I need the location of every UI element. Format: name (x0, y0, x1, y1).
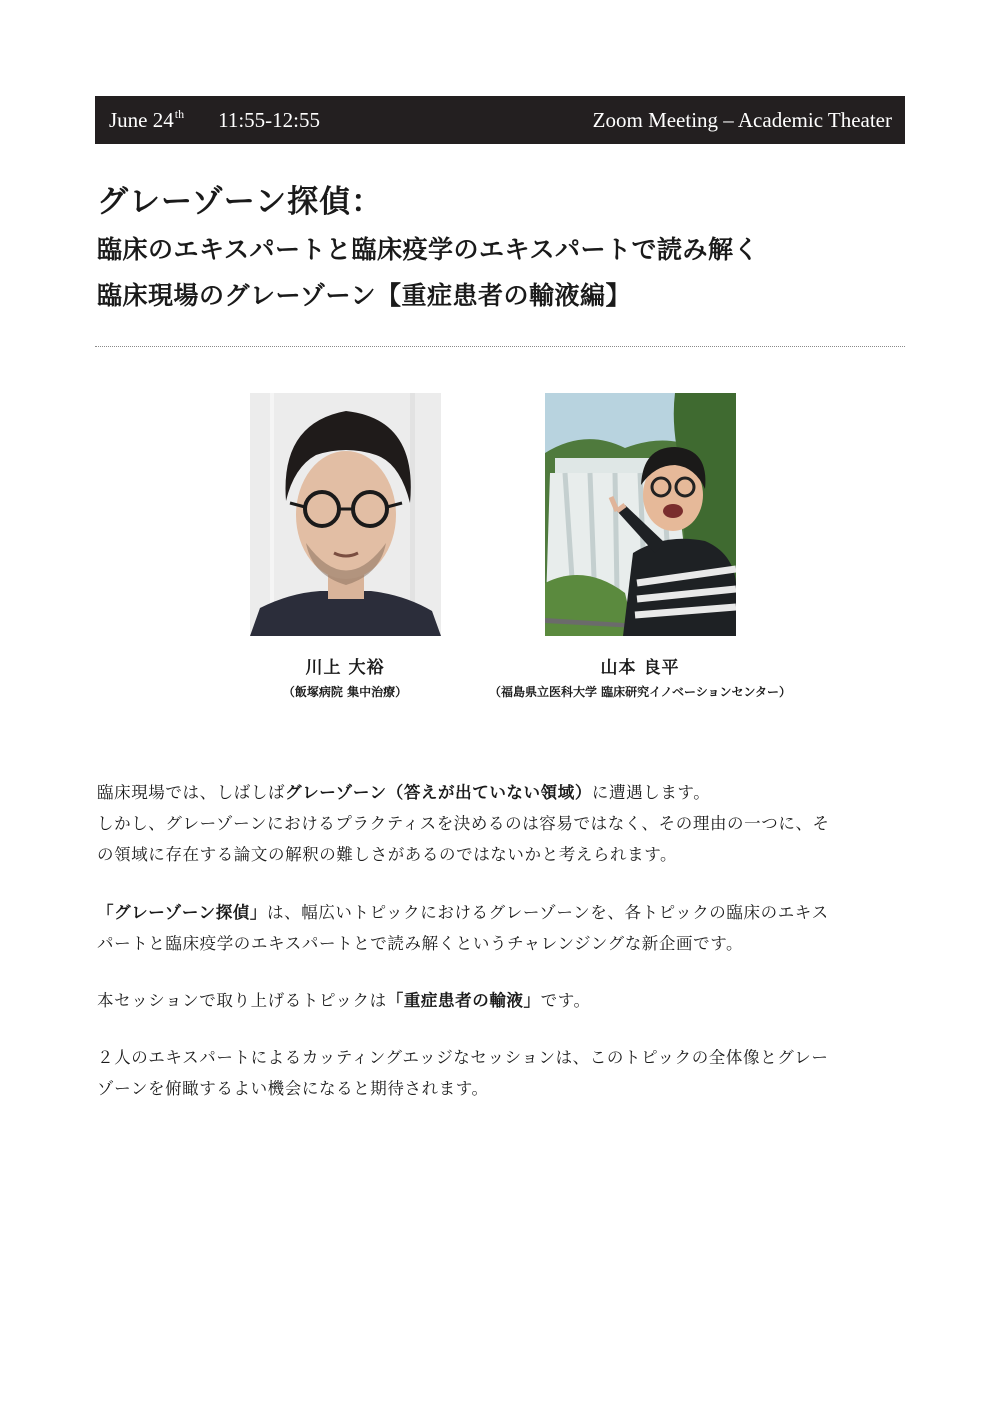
body-paragraph-3 (97, 985, 907, 1016)
speaker-name-2: 山本 良平 (600, 658, 680, 678)
p1-line2: しかし、グレーゾーンにおけるプラクティスを決めるのは容易ではなく、その理由の一つに、そ (97, 814, 830, 833)
p1-text-c: に遭遇します。 (591, 783, 711, 802)
p1-emphasis: グレーゾーン（答えが出ていない領域） (285, 783, 592, 802)
event-venue: Zoom Meeting – Academic Theater (592, 108, 892, 132)
speaker-affiliation-1: （飯塚病院 集中治療） (282, 685, 408, 699)
speaker-photo-kawakami (250, 393, 441, 636)
p3-text-a: 本セッションで取り上げるトピックは (97, 991, 387, 1010)
event-time: 11:55-12:55 (218, 108, 320, 132)
p1-line1 (97, 777, 907, 808)
speaker-name-1: 川上 大裕 (305, 658, 385, 678)
session-title: グレーゾーン探偵： (97, 184, 384, 220)
p3-text-c: です。 (540, 991, 591, 1010)
event-date: June 24 (109, 108, 174, 132)
p1-line3: の領域に存在する論文の解釈の難しさがあるのではないかと考えられます。 (97, 845, 678, 864)
session-subtitle-line2: 臨床現場のグレーゾーン【重症患者の輸液編】 (97, 281, 632, 310)
body-paragraph-1 (97, 777, 907, 870)
p3-line1 (97, 985, 907, 1016)
body-paragraph-2 (97, 897, 907, 959)
p2-emphasis: 「グレーゾーン探偵」 (97, 903, 268, 922)
dotted-divider (95, 346, 905, 347)
p3-emphasis: 「重症患者の輸液」 (386, 991, 541, 1010)
p4-line1: ２人のエキスパートによるカッティングエッジなセッションは、このトピックの全体像とグレー (97, 1048, 829, 1067)
p2-text-b: は、幅広いトピックにおけるグレーゾーンを、各トピックの臨床のエキス (267, 903, 829, 922)
p4-line2: ゾーンを俯瞰するよい機会になると期待されます。 (97, 1079, 489, 1098)
body-paragraph-4 (97, 1042, 907, 1104)
speaker-photo-yamamoto (545, 393, 736, 636)
event-header-bar (95, 96, 905, 144)
p1-text-a: 臨床現場では、しばしば (97, 783, 286, 802)
speaker-affiliation-2: （福島県立医科大学 臨床研究イノベーションセンター） (488, 685, 792, 699)
date-ordinal: th (174, 107, 185, 121)
p2-line2: パートと臨床疫学のエキスパートとで読み解くというチャレンジングな新企画です。 (97, 934, 744, 953)
event-datetime (109, 107, 320, 133)
session-subtitle-line1: 臨床のエキスパートと臨床疫学のエキスパートで読み解く (97, 235, 760, 264)
p2-line1 (97, 897, 907, 928)
